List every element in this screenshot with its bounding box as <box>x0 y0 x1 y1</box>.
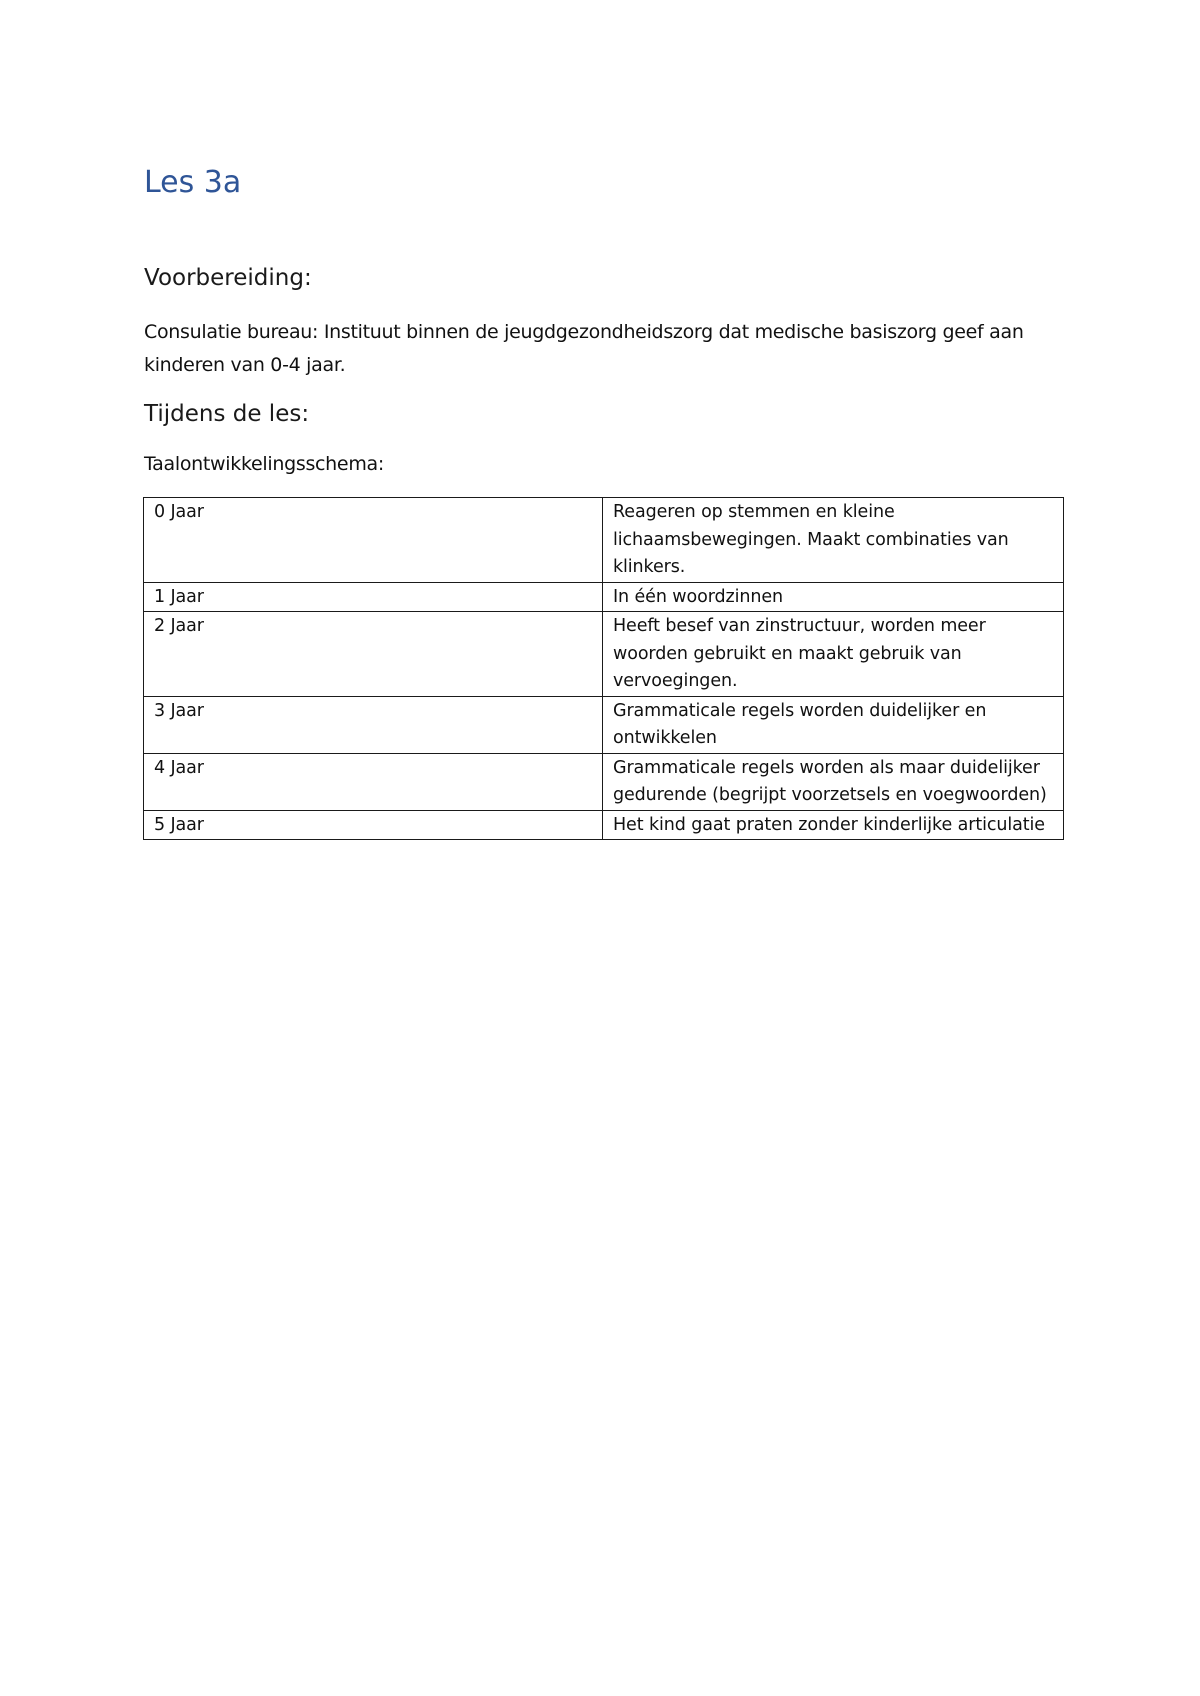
description-cell: Grammaticale regels worden als maar duidelijker gedurende (begrijpt voorzetsels en voegwoorden) <box>603 753 1064 810</box>
age-cell: 1 Jaar <box>144 582 603 612</box>
description-cell: Reageren op stemmen en kleine lichaamsbewegingen. Maakt combinaties van klinkers. <box>603 498 1064 583</box>
description-cell: Het kind gaat praten zonder kinderlijke articulatie <box>603 810 1064 840</box>
description-cell: Grammaticale regels worden duidelijker en ontwikkelen <box>603 696 1064 753</box>
table-row <box>144 753 1064 810</box>
definition-paragraph <box>144 316 1044 382</box>
during-lesson-heading: Tijdens de les: <box>144 401 310 427</box>
table-row <box>144 696 1064 753</box>
age-cell: 0 Jaar <box>144 498 603 583</box>
definition-term: Consulatie bureau: <box>144 321 319 343</box>
age-cell: 5 Jaar <box>144 810 603 840</box>
document-title: Les 3a <box>144 165 242 200</box>
table-row <box>144 498 1064 583</box>
table-row <box>144 582 1064 612</box>
preparation-heading: Voorbereiding: <box>144 265 312 291</box>
age-cell: 4 Jaar <box>144 753 603 810</box>
definition-text: Instituut binnen de jeugdgezondheidszorg dat medische basiszorg geef aan kinderen van 0-4 jaar. <box>144 321 1024 376</box>
language-development-table <box>143 497 1064 840</box>
description-cell: In één woordzinnen <box>603 582 1064 612</box>
table-row <box>144 810 1064 840</box>
schema-label: Taalontwikkelingsschema: <box>144 453 384 475</box>
description-cell: Heeft besef van zinstructuur, worden meer woorden gebruikt en maakt gebruik van vervoegingen. <box>603 612 1064 697</box>
age-cell: 2 Jaar <box>144 612 603 697</box>
age-cell: 3 Jaar <box>144 696 603 753</box>
table-row <box>144 612 1064 697</box>
